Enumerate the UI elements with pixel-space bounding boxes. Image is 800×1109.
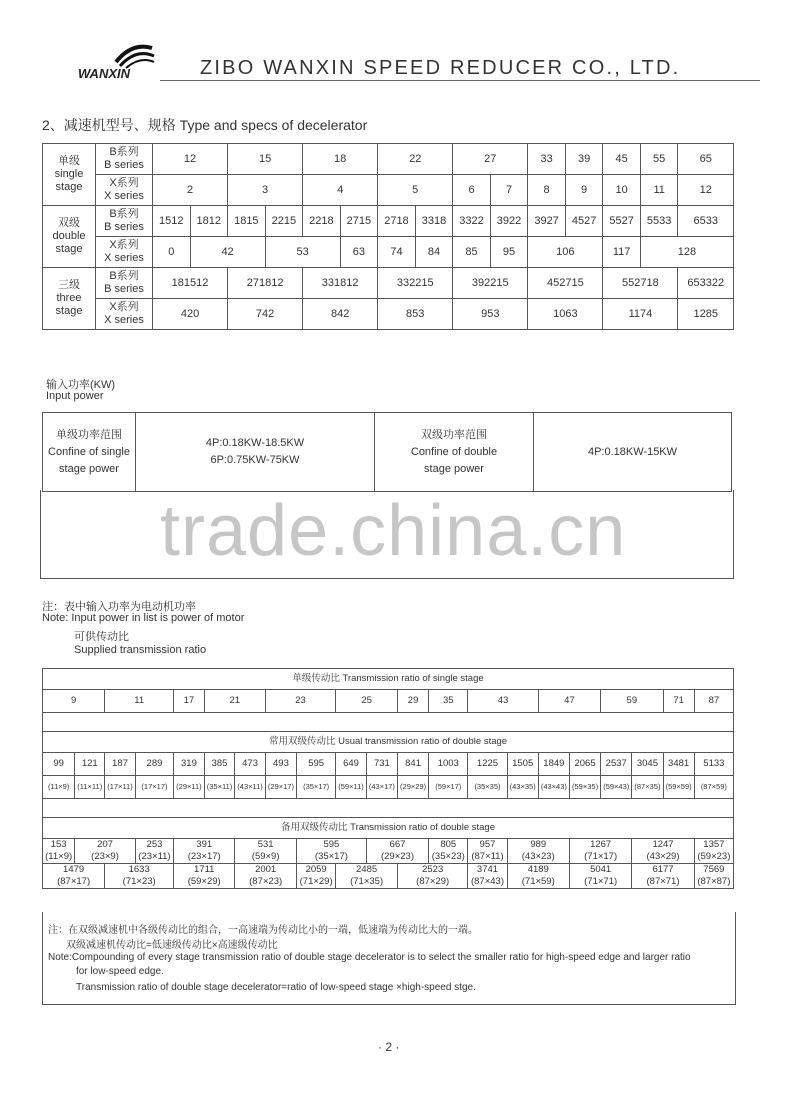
cell: 1633 (71×23) [105, 864, 174, 889]
backup-ratio-title: 备用双级传动比 Transmission ratio of double stage [43, 818, 734, 839]
company-name: ZIBO WANXIN SPEED REDUCER CO., LTD. [200, 57, 681, 79]
section-title: 2、减速机型号、规格 Type and specs of decelerator [42, 117, 368, 133]
cell: 842 [303, 299, 378, 330]
watermark: trade.china.cn [160, 491, 627, 571]
cell: 3927 [528, 206, 566, 237]
cell: 55 [640, 144, 678, 175]
cell: 3 [228, 175, 303, 206]
cell: (59×35) [569, 776, 600, 799]
cell: 649 [336, 753, 367, 776]
note2-cn1: 注：在双级减速机中各级传动比的组合，一高速端为传动比小的一端，低速端为传动比大的一端。 [48, 925, 478, 936]
b-series-label: B系列 B series [96, 206, 153, 237]
cell: 45 [603, 144, 641, 175]
cell: 9 [565, 175, 603, 206]
x-series-label: X系列 X series [96, 299, 153, 330]
cell: 667 (29×23) [366, 839, 428, 864]
cell: 1003 [429, 753, 468, 776]
cell: 128 [640, 237, 733, 268]
cell: 2 [153, 175, 228, 206]
cell: 47 [538, 690, 600, 713]
cell: 43 [468, 690, 538, 713]
cell: 1285 [678, 299, 734, 330]
cell: (17×11) [105, 776, 136, 799]
cell: 9 [43, 690, 105, 713]
cell: 805 (35×23) [429, 839, 468, 864]
cell: 3481 [663, 753, 694, 776]
input-power-label-en: Input power [46, 390, 104, 402]
cell: 2218 [303, 206, 341, 237]
cell: 1505 [507, 753, 538, 776]
cell: 332215 [378, 268, 453, 299]
cell: 11 [640, 175, 678, 206]
cell: 2718 [378, 206, 416, 237]
cell: 595 (35×17) [297, 839, 367, 864]
cell: (43×11) [235, 776, 266, 799]
cell: 65 [678, 144, 734, 175]
single-power-value: 4P:0.18KW-18.5KW 6P:0.75KW-75KW [136, 413, 375, 492]
cell: 2715 [340, 206, 378, 237]
cell: 22 [378, 144, 453, 175]
cell: 1512 [153, 206, 191, 237]
cell: 742 [228, 299, 303, 330]
cell: 653322 [678, 268, 734, 299]
cell: 4527 [565, 206, 603, 237]
cell: 5533 [640, 206, 678, 237]
cell: 5527 [603, 206, 641, 237]
cell: 29 [397, 690, 428, 713]
cell: 2065 [569, 753, 600, 776]
cell: 595 [297, 753, 336, 776]
cell: (87×59) [694, 776, 733, 799]
note2-en3: Transmission ratio of double stage decelerator=ratio of low-speed stage ×high-speed stge. [76, 982, 476, 993]
cell: 187 [105, 753, 136, 776]
cell: 4 [303, 175, 378, 206]
cell: (17×17) [135, 776, 173, 799]
supplied-cn: 可供传动比 [74, 631, 129, 643]
cell: 27 [453, 144, 528, 175]
cell: 1174 [603, 299, 678, 330]
cell: 2537 [601, 753, 632, 776]
cell: 15 [228, 144, 303, 175]
cell: 74 [378, 237, 416, 268]
cell: 989 (43×23) [507, 839, 569, 864]
cell: 3741 (87×43) [468, 864, 507, 889]
cell: 1815 [228, 206, 266, 237]
cell: 8 [528, 175, 566, 206]
cell: 385 [204, 753, 235, 776]
cell: 121 [75, 753, 105, 776]
cell: 18 [303, 144, 378, 175]
cell: 731 [366, 753, 397, 776]
cell: 1063 [528, 299, 603, 330]
double-power-value: 4P:0.18KW-15KW [534, 413, 732, 492]
cell: (29×17) [265, 776, 296, 799]
single-ratio-title: 单级传动比 Transmission ratio of single stage [43, 669, 734, 690]
cell: 7 [490, 175, 528, 206]
cell: 2059 (71×29) [297, 864, 336, 889]
cell: 493 [265, 753, 296, 776]
ratio-table [42, 668, 734, 889]
cell: 207 (23×9) [75, 839, 135, 864]
double-stage-label: 双级 double stage [43, 206, 96, 268]
header-rule [160, 80, 760, 81]
cell: 0 [153, 237, 191, 268]
specs-table [42, 143, 734, 330]
usual-ratio-row [43, 753, 734, 776]
spacer [43, 799, 734, 818]
cell: (59×11) [336, 776, 367, 799]
cell: (29×29) [397, 776, 428, 799]
cell: 85 [453, 237, 491, 268]
cell: 253 (23×11) [135, 839, 173, 864]
supplied-en: Supplied transmission ratio [74, 644, 207, 656]
cell: 473 [235, 753, 266, 776]
three-stage-label: 三级 three stage [43, 268, 96, 330]
cell: (35×17) [297, 776, 336, 799]
cell: (11×9) [43, 776, 75, 799]
cell: (43×17) [366, 776, 397, 799]
cell: 531 (59×9) [235, 839, 297, 864]
note2-en2: for low-speed edge. [76, 966, 164, 977]
cell: 59 [601, 690, 663, 713]
brand-logo-text: WANXIN [78, 66, 130, 81]
cell: 153 (11×9) [43, 839, 75, 864]
cell: 95 [490, 237, 528, 268]
cell: 1247 (43×29) [632, 839, 694, 864]
cell: 1711 (59×29) [174, 864, 235, 889]
cell: 5 [378, 175, 453, 206]
cell: 2485 (71×35) [336, 864, 398, 889]
cell: (29×11) [174, 776, 205, 799]
cell: 11 [105, 690, 174, 713]
cell: 84 [415, 237, 453, 268]
cell: (59×43) [601, 776, 632, 799]
cell: 5041 (71×71) [569, 864, 631, 889]
cell: 17 [174, 690, 205, 713]
note2-en1: Note:Compounding of every stage transmission ratio of double stage decelerator is to select the smaller ratio for high-speed edge and larger ratio [48, 952, 691, 963]
single-stage-label: 单级 single stage [43, 144, 96, 206]
usual-ratio-title: 常用双级传动比 Usual transmission ratio of double stage [43, 732, 734, 753]
cell: 1479 (87×17) [43, 864, 105, 889]
cell: (87×35) [632, 776, 663, 799]
cell: 42 [190, 237, 265, 268]
backup-ratio-row-2 [43, 864, 734, 889]
cell: 71 [663, 690, 694, 713]
cell: 271812 [228, 268, 303, 299]
x-series-label: X系列 X series [96, 175, 153, 206]
cell: 33 [528, 144, 566, 175]
cell: 3318 [415, 206, 453, 237]
cell: 841 [397, 753, 428, 776]
cell: (59×59) [663, 776, 694, 799]
note2-cn2: 双级减速机传动比=低速级传动比×高速级传动比 [66, 940, 278, 951]
x-series-label: X系列 X series [96, 237, 153, 268]
note1-en: Note: Input power in list is power of motor [42, 612, 245, 624]
cell: 1267 (71×17) [569, 839, 631, 864]
cell: 392215 [453, 268, 528, 299]
cell: 99 [43, 753, 75, 776]
cell: (35×35) [468, 776, 507, 799]
cell: 6177 (87×71) [632, 864, 694, 889]
b-series-label: B系列 B series [96, 268, 153, 299]
cell: 1812 [190, 206, 228, 237]
cell: 1357 (59×23) [694, 839, 733, 864]
cell: 7569 (87×87) [694, 864, 733, 889]
cell: 319 [174, 753, 205, 776]
cell: 289 [135, 753, 173, 776]
cell: 452715 [528, 268, 603, 299]
cell: 25 [336, 690, 398, 713]
cell: 391 (23×17) [174, 839, 235, 864]
cell: 117 [603, 237, 641, 268]
usual-ratio-sub-row [43, 776, 734, 799]
cell: 3922 [490, 206, 528, 237]
cell: 87 [694, 690, 733, 713]
cell: 3045 [632, 753, 663, 776]
cell: 10 [603, 175, 641, 206]
cell: 63 [340, 237, 378, 268]
cell: (43×43) [538, 776, 569, 799]
cell: 106 [528, 237, 603, 268]
single-ratio-row [43, 690, 734, 713]
cell: 39 [565, 144, 603, 175]
backup-ratio-row-1 [43, 839, 734, 864]
cell: 5133 [694, 753, 733, 776]
cell: (43×35) [507, 776, 538, 799]
cell: 4189 (71×59) [507, 864, 569, 889]
cell: 420 [153, 299, 228, 330]
cell: 12 [153, 144, 228, 175]
cell: (59×17) [429, 776, 468, 799]
cell: 1225 [468, 753, 507, 776]
cell: 2215 [265, 206, 303, 237]
cell: 21 [204, 690, 265, 713]
cell: 6533 [678, 206, 734, 237]
power-table [42, 412, 732, 492]
cell: 953 [453, 299, 528, 330]
cell: 6 [453, 175, 491, 206]
cell: 331812 [303, 268, 378, 299]
cell: 2001 (87×23) [235, 864, 297, 889]
input-power-label-cn: 输入功率(KW) [46, 379, 116, 391]
cell: 853 [378, 299, 453, 330]
cell: (11×11) [75, 776, 105, 799]
cell: 957 (87×11) [468, 839, 507, 864]
single-power-label: 单级功率范围 Confine of single stage power [43, 413, 136, 492]
b-series-label: B系列 B series [96, 144, 153, 175]
note1-cn: 注：表中输入功率为电动机功率 [42, 601, 196, 613]
cell: 12 [678, 175, 734, 206]
double-power-label: 双级功率范围 Confine of double stage power [375, 413, 534, 492]
cell: 35 [429, 690, 468, 713]
cell: 1849 [538, 753, 569, 776]
cell: 181512 [153, 268, 228, 299]
cell: 23 [265, 690, 335, 713]
cell: 3322 [453, 206, 491, 237]
cell: 552718 [603, 268, 678, 299]
cell: 53 [265, 237, 340, 268]
spacer [43, 713, 734, 732]
cell: 2523 (87×29) [397, 864, 467, 889]
page-number: · 2 · [378, 1040, 400, 1054]
cell: (35×11) [204, 776, 235, 799]
